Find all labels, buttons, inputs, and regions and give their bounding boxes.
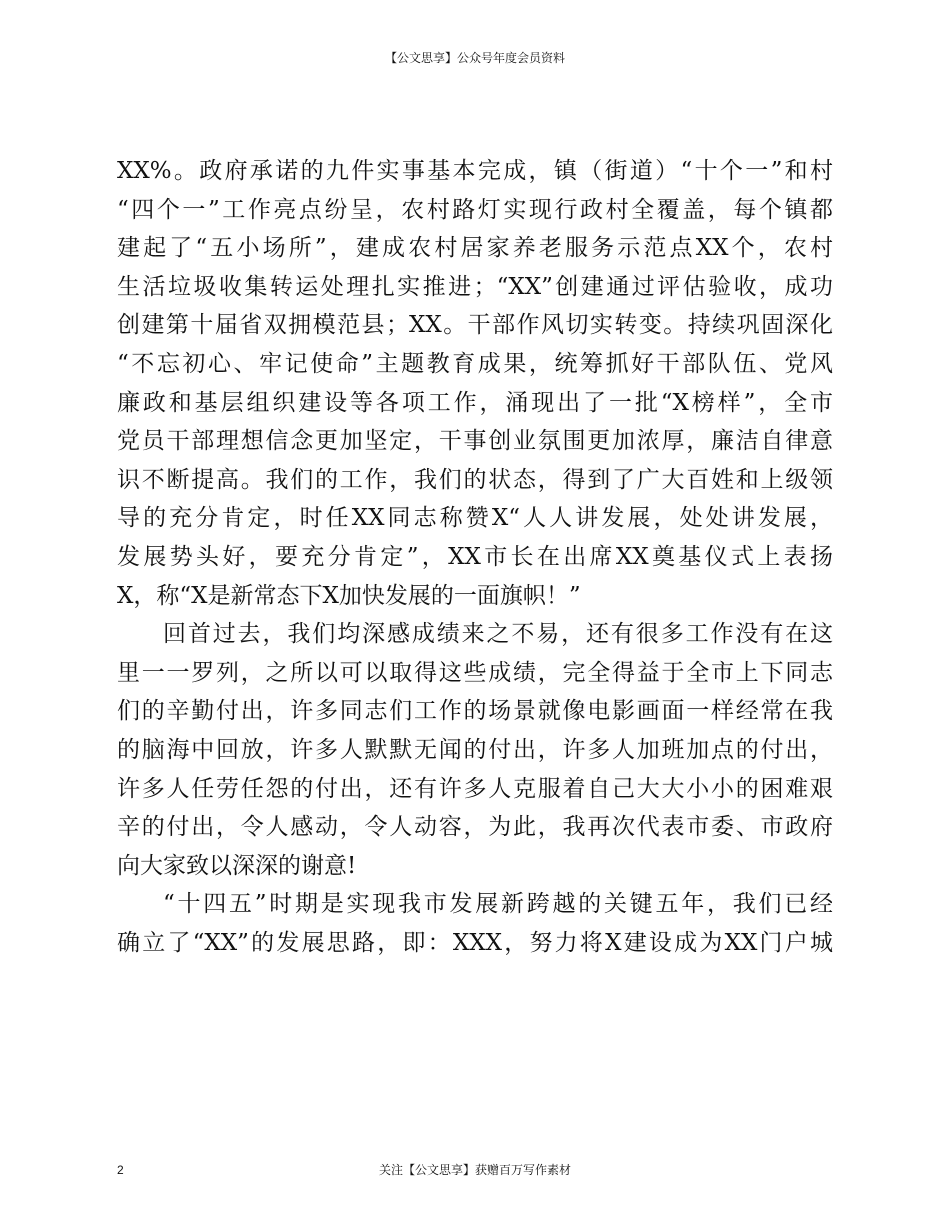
text-line: 廉政和基层组织建设等各项工作，涌现出了一批“X榜样”，全市 (117, 389, 833, 416)
text-line: XX%。政府承诺的九件实事基本完成，镇（街道）“十个一”和村 (117, 158, 833, 184)
text-line: “不忘初心、牢记使命”主题教育成果，统筹抓好干部队伍、党风 (117, 350, 833, 377)
text-line: 里一一罗列，之所以可以取得这些成绩，完全得益于全市上下同志 (117, 659, 833, 686)
paragraph (117, 885, 833, 962)
paragraph (117, 152, 833, 615)
text-line: 辛的付出，令人感动，令人动容，为此，我再次代表市委、市政府 (117, 814, 833, 841)
text-line: 识不断提高。我们的工作，我们的状态，得到了广大百姓和上级领 (117, 466, 833, 493)
text-line: 发展势头好，要充分肯定”，XX市长在出席XX奠基仪式上表扬 (117, 543, 833, 570)
text-line: 许多人任劳任怨的付出，还有许多人克服着自己大大小小的困难艰 (117, 775, 833, 802)
page-number: 2 (117, 1163, 124, 1177)
text-line: “十四五”时期是实现我市发展新跨越的关键五年，我们已经 (163, 891, 833, 918)
text-line: 向大家致以深深的谢意! (117, 852, 357, 879)
text-line: “四个一”工作亮点纷呈，农村路灯实现行政村全覆盖，每个镇都 (117, 196, 833, 223)
text-line: X，称“X是新常态下X加快发展的一面旗帜！” (117, 582, 581, 609)
paragraph (117, 615, 833, 885)
text-line: 们的辛勤付出，许多同志们工作的场景就像电影画面一样经常在我 (117, 698, 833, 725)
text-line: 的脑海中回放，许多人默默无闻的付出，许多人加班加点的付出， (117, 736, 833, 763)
text-line: 创建第十届省双拥模范县；XX。干部作风切实转变。持续巩固深化 (117, 312, 833, 339)
text-line: 回首过去，我们均深感成绩来之不易，还有很多工作没有在这 (163, 621, 833, 648)
page-header: 【公文思享】公众号年度会员资料 (384, 51, 565, 65)
text-line: 建起了“五小场所”，建成农村居家养老服务示范点XX个，农村 (117, 235, 833, 262)
document-body (117, 152, 833, 962)
text-line: 确立了“XX”的发展思路，即：XXX，努力将X建设成为XX门户城 (117, 929, 833, 956)
text-line: 导的充分肯定，时任XX同志称赞X“人人讲发展，处处讲发展， (117, 505, 833, 532)
page-footer: 关注【公文思享】获赠百万写作素材 (378, 1163, 571, 1177)
text-line: 生活垃圾收集转运处理扎实推进；“XX”创建通过评估验收，成功 (117, 273, 833, 300)
text-line: 党员干部理想信念更加坚定，干事创业氛围更加浓厚，廉洁自律意 (117, 428, 833, 455)
